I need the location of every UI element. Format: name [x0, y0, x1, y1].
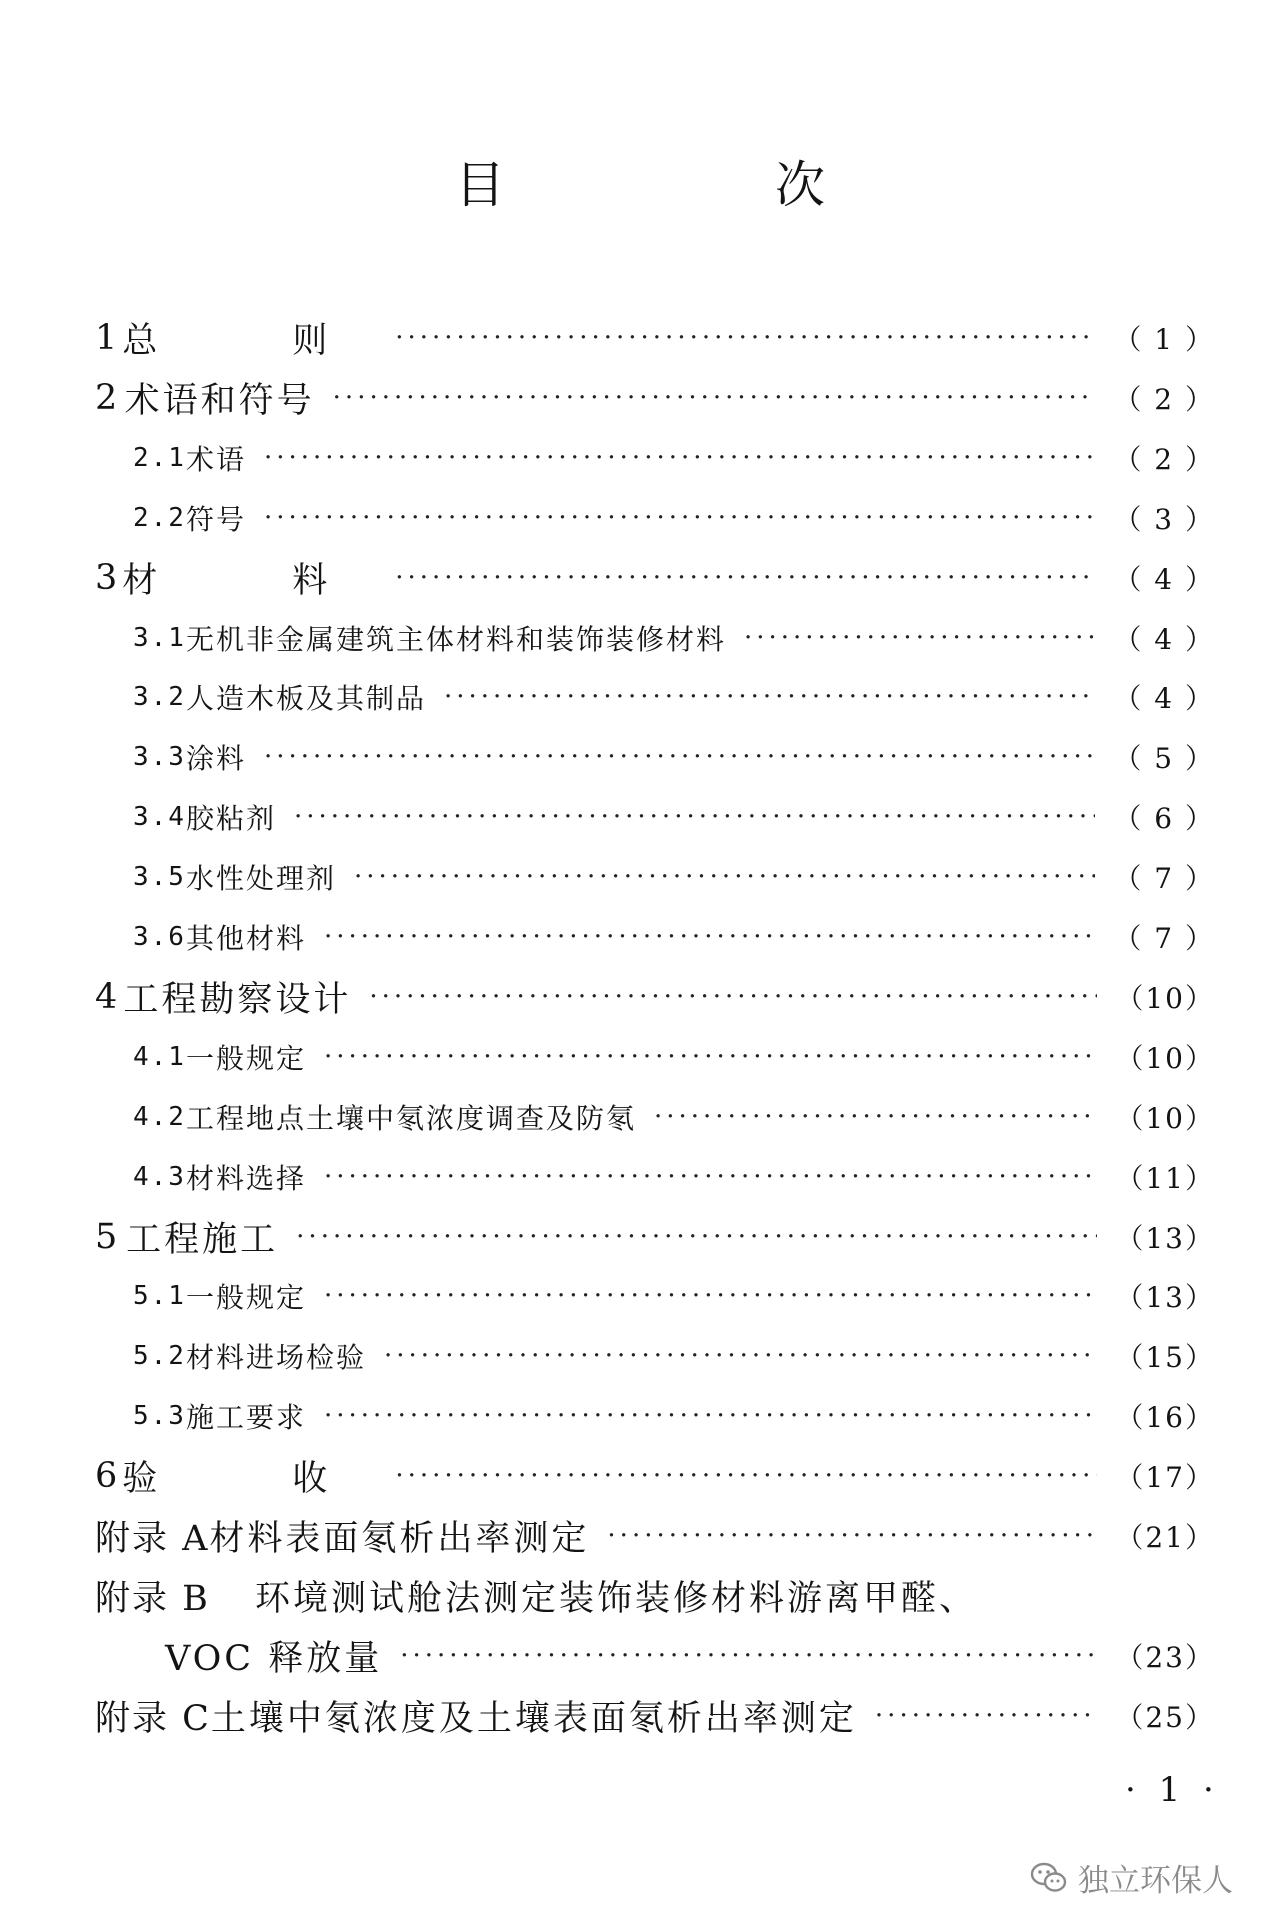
toc-page: （10） — [1115, 1042, 1215, 1075]
toc-page: （ 4 ） — [1113, 682, 1215, 715]
toc-page: （ 7 ） — [1113, 862, 1215, 895]
toc-number: 5 — [95, 1217, 118, 1257]
toc-title: 材料选择 — [185, 1162, 306, 1195]
toc-leader-dots — [324, 1162, 1097, 1192]
wechat-icon — [1030, 1861, 1068, 1895]
toc-row — [95, 672, 1215, 722]
toc-row — [95, 1271, 1215, 1321]
toc-row — [95, 732, 1215, 782]
toc-number: 4 — [95, 977, 118, 1017]
toc-leader-dots — [264, 503, 1095, 533]
toc-leader-dots — [324, 1042, 1097, 1072]
toc-row — [95, 1331, 1215, 1381]
toc-number: 6 — [95, 1456, 118, 1496]
toc-title: 工程地点土壤中氡浓度调查及防氡 — [185, 1102, 636, 1135]
toc-leader-dots — [324, 1401, 1097, 1431]
toc-page: （15） — [1115, 1341, 1215, 1374]
toc-title: 材料进场检验 — [185, 1341, 366, 1374]
toc-page: （10） — [1115, 982, 1215, 1015]
toc-page: （13） — [1115, 1281, 1215, 1314]
toc-leader-dots — [607, 1521, 1097, 1551]
toc-row — [95, 1391, 1215, 1441]
toc-row — [95, 553, 1215, 603]
toc-row — [95, 1451, 1215, 1501]
toc-leader-dots — [264, 742, 1095, 772]
toc-number: 1 — [95, 318, 118, 358]
toc-number: 附录 B — [95, 1579, 210, 1619]
toc-row — [95, 852, 1215, 902]
toc-leader-dots — [369, 982, 1097, 1012]
toc-leader-dots — [294, 802, 1095, 832]
toc-row — [95, 1032, 1215, 1082]
toc-leader-dots — [324, 1281, 1097, 1311]
toc-leader-dots — [395, 1461, 1097, 1491]
toc-number: 4.2 — [133, 1102, 186, 1132]
toc-title: 一般规定 — [185, 1042, 306, 1075]
toc-page: （16） — [1115, 1401, 1215, 1434]
toc-leader-dots — [875, 1701, 1097, 1731]
toc-number: 5.2 — [133, 1341, 186, 1371]
toc-row — [95, 433, 1215, 483]
toc-row — [95, 313, 1215, 363]
toc-number: 3.5 — [133, 862, 186, 892]
toc-title: 验 收 — [122, 1459, 378, 1499]
toc-title: 术语 — [185, 443, 246, 476]
toc-leader-dots — [264, 443, 1095, 473]
toc-number: 3.3 — [133, 742, 186, 772]
toc-leader-dots — [395, 323, 1095, 353]
toc-title: VOC 释放量 — [164, 1639, 383, 1679]
toc-number: 3.6 — [133, 922, 186, 952]
toc-title: 涂料 — [185, 742, 246, 775]
page-number: · 1 · — [1125, 1770, 1220, 1810]
toc-number: 附录 A — [95, 1519, 210, 1559]
toc-number: 4.1 — [133, 1042, 186, 1072]
toc-page: （25） — [1115, 1701, 1215, 1734]
toc-row — [95, 1152, 1215, 1202]
toc-leader-dots — [296, 1222, 1097, 1252]
toc-page: （17） — [1115, 1461, 1215, 1494]
toc-title: 工程勘察设计 — [123, 980, 352, 1020]
toc-number: 2.1 — [133, 443, 186, 473]
toc-title: 总 则 — [122, 321, 378, 361]
toc-title: 符号 — [185, 503, 246, 536]
toc-leader-dots — [395, 563, 1095, 593]
toc-row — [95, 1212, 1215, 1262]
toc-number: 4.3 — [133, 1162, 186, 1192]
watermark-text: 独立环保人 — [1078, 1863, 1233, 1899]
toc-row — [95, 1092, 1215, 1142]
toc-title: 其他材料 — [185, 922, 306, 955]
toc-row — [95, 613, 1215, 663]
toc-number: 3.2 — [133, 682, 186, 712]
toc-page: （ 4 ） — [1113, 563, 1215, 596]
toc-title: 施工要求 — [185, 1401, 306, 1434]
toc-title: 术语和符号 — [124, 381, 315, 421]
toc-page: （ 4 ） — [1113, 623, 1215, 656]
toc-title: 环境测试舱法测定装饰装修材料游离甲醛、 — [255, 1579, 978, 1619]
toc-number: 5.3 — [133, 1401, 186, 1431]
toc-page: （ 5 ） — [1113, 742, 1215, 775]
toc-leader-dots — [384, 1341, 1097, 1371]
watermark — [1030, 1855, 1233, 1900]
toc-row — [95, 792, 1215, 842]
toc-leader-dots — [654, 1102, 1097, 1132]
toc-number: 5.1 — [133, 1281, 186, 1311]
toc-page: （ 2 ） — [1113, 383, 1215, 416]
toc-row — [95, 373, 1215, 423]
toc-row — [95, 972, 1215, 1022]
toc-page: （10） — [1115, 1102, 1215, 1135]
toc-number: 3.1 — [133, 623, 186, 653]
toc-page: （ 6 ） — [1113, 802, 1215, 835]
toc-row — [95, 912, 1215, 962]
toc-title: 无机非金属建筑主体材料和装饰装修材料 — [185, 623, 726, 656]
toc-page: （ 3 ） — [1113, 503, 1215, 536]
toc-number: 3.4 — [133, 802, 186, 832]
toc-row — [95, 1511, 1215, 1561]
toc-row — [95, 493, 1215, 543]
toc-title: 人造木板及其制品 — [185, 682, 426, 715]
toc-leader-dots — [324, 922, 1095, 952]
toc-title: 水性处理剂 — [185, 862, 336, 895]
page-title: 目 次 — [455, 156, 935, 214]
toc-page: （13） — [1115, 1222, 1215, 1255]
toc-row — [95, 1571, 1215, 1621]
toc-leader-dots — [333, 383, 1096, 413]
toc-title: 胶粘剂 — [185, 802, 276, 835]
toc-page: （21） — [1115, 1521, 1215, 1554]
toc-number: 2.2 — [133, 503, 186, 533]
toc-number: 附录 C — [95, 1699, 211, 1739]
toc-title: 土壤中氡浓度及土壤表面氡析出率测定 — [210, 1699, 857, 1739]
toc-title: 材 料 — [122, 561, 378, 601]
toc-title: 材料表面氡析出率测定 — [209, 1519, 590, 1559]
toc-row — [95, 1631, 1215, 1681]
toc-page: （11） — [1115, 1162, 1215, 1195]
toc-leader-dots — [400, 1641, 1097, 1671]
toc-page: （ 1 ） — [1113, 323, 1215, 356]
toc-leader-dots — [444, 682, 1095, 712]
toc-leader-dots — [744, 623, 1095, 653]
toc-leader-dots — [354, 862, 1095, 892]
toc-title: 工程施工 — [126, 1220, 279, 1260]
toc-page: （ 2 ） — [1113, 443, 1215, 476]
toc-row — [95, 1691, 1215, 1741]
toc-number: 3 — [95, 558, 118, 598]
toc-title: 一般规定 — [185, 1281, 306, 1314]
toc-page: （ 7 ） — [1113, 922, 1215, 955]
toc-page: （23） — [1115, 1641, 1215, 1674]
toc-number: 2 — [95, 378, 118, 418]
